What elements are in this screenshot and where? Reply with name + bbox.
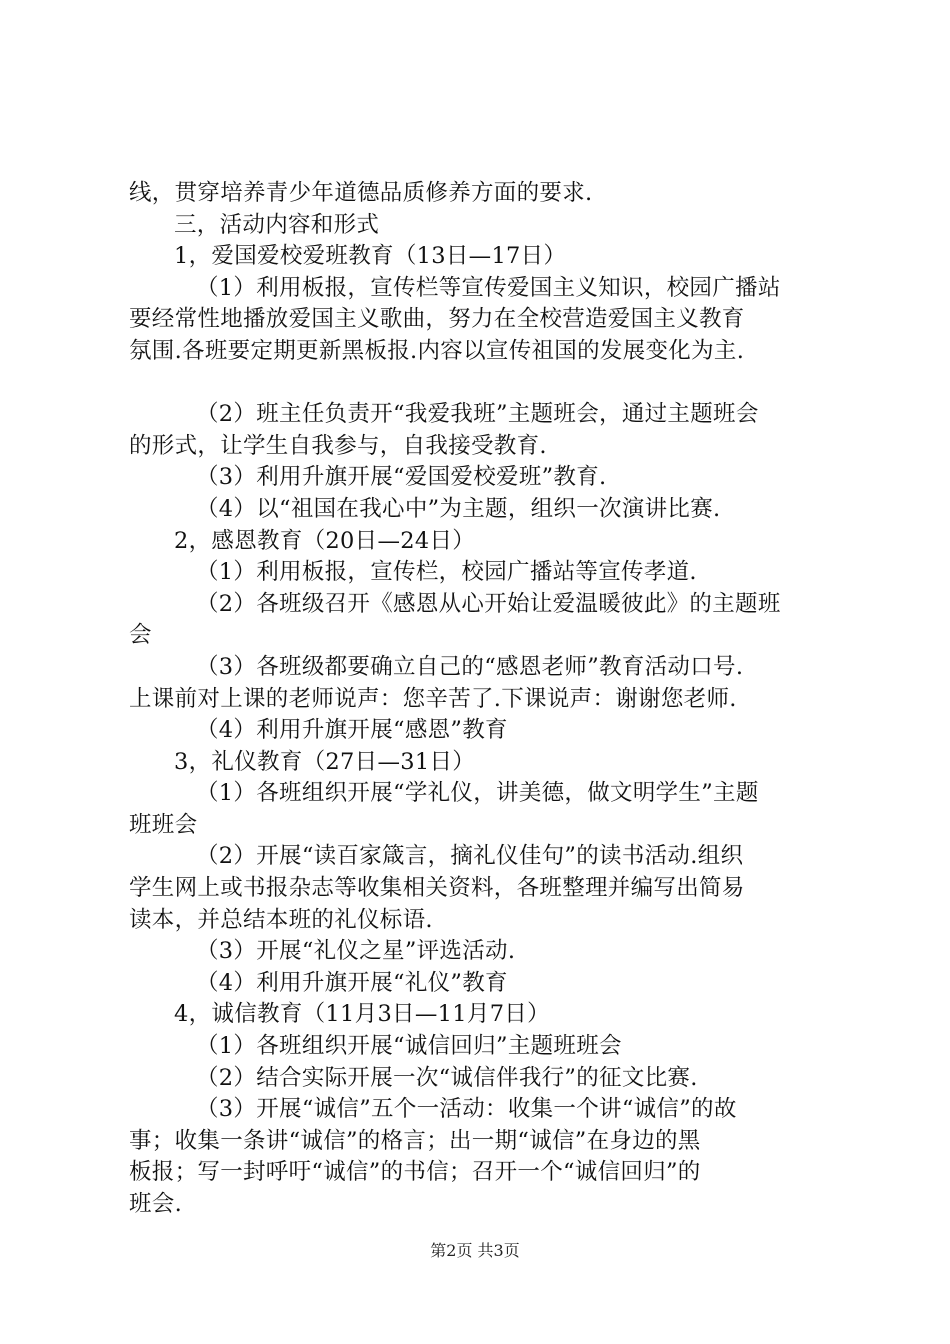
text-line: 4，诚信教育（11月3日—11月7日）: [174, 1001, 550, 1028]
text-line: 板报；写一封呼吁“诚信”的书信；召开一个“诚信回归”的: [129, 1159, 701, 1186]
text-line: 线，贯穿培养青少年道德品质修养方面的要求.: [129, 180, 593, 206]
text-line: 氛围.各班要定期更新黑板报.内容以宣传祖国的发展变化为主.: [129, 337, 745, 364]
text-line: 3，礼仪教育（27日—31日）: [174, 748, 476, 775]
document-body: [129, 178, 834, 1221]
page-footer: 第2页 共3页: [430, 1241, 520, 1260]
text-line: 读本，并总结本班的礼仪标语.: [129, 906, 433, 933]
text-line: 班会.: [129, 1191, 183, 1217]
text-line: （3）开展“诚信”五个一活动：收集一个讲“诚信”的故: [196, 1096, 737, 1123]
text-line: （4）利用升旗开展“礼仪”教育: [196, 969, 508, 996]
text-line: 要经常性地播放爱国主义歌曲，努力在全校营造爱国主义教育: [129, 306, 745, 333]
text-line: [129, 368, 834, 400]
text-line: （3）开展“礼仪之星”评选活动.: [196, 938, 516, 965]
text-line: 1，爱国爱校爱班教育（13日—17日）: [174, 243, 567, 270]
text-line: 上课前对上课的老师说声：您辛苦了.下课说声：谢谢您老师.: [129, 685, 737, 712]
text-line: （4）利用升旗开展“感恩”教育: [196, 717, 508, 744]
text-line: 会: [129, 622, 152, 649]
text-line: 学生网上或书报杂志等收集相关资料，各班整理并编写出简易: [129, 875, 745, 902]
text-line: 三，活动内容和形式: [174, 211, 380, 238]
text-line: （2）结合实际开展一次“诚信伴我行”的征文比赛.: [196, 1064, 698, 1091]
text-line: （3）利用升旗开展“爱国爱校爱班”教育.: [196, 464, 607, 491]
text-line: （4）以“祖国在我心中”为主题，组织一次演讲比赛.: [196, 495, 721, 522]
text-line: （1）利用板报，宣传栏，校园广播站等宣传孝道.: [196, 559, 697, 586]
text-line: （3）各班级都要确立自己的“感恩老师”教育活动口号.: [196, 653, 744, 680]
text-line: 2，感恩教育（20日—24日）: [174, 527, 476, 554]
text-line: （1）利用板报，宣传栏等宣传爱国主义知识，校园广播站: [196, 274, 781, 301]
text-line: （2）各班级召开《感恩从心开始让爱温暖彼此》的主题班: [196, 590, 781, 617]
text-line: （2）开展“读百家箴言，摘礼仪佳句”的读书活动.组织: [196, 843, 744, 870]
text-line: 事；收集一条讲“诚信”的格言；出一期“诚信”在身边的黑: [129, 1127, 701, 1154]
text-line: 的形式，让学生自我参与，自我接受教育.: [129, 432, 547, 459]
text-line: （2）班主任负责开“我爱我班”主题班会，通过主题班会: [196, 401, 759, 428]
text-line: （1）各班组织开展“学礼仪，讲美德，做文明学生”主题: [196, 780, 759, 807]
text-line: 班班会: [129, 811, 198, 838]
text-line: （1）各班组织开展“诚信回归”主题班班会: [196, 1033, 622, 1060]
